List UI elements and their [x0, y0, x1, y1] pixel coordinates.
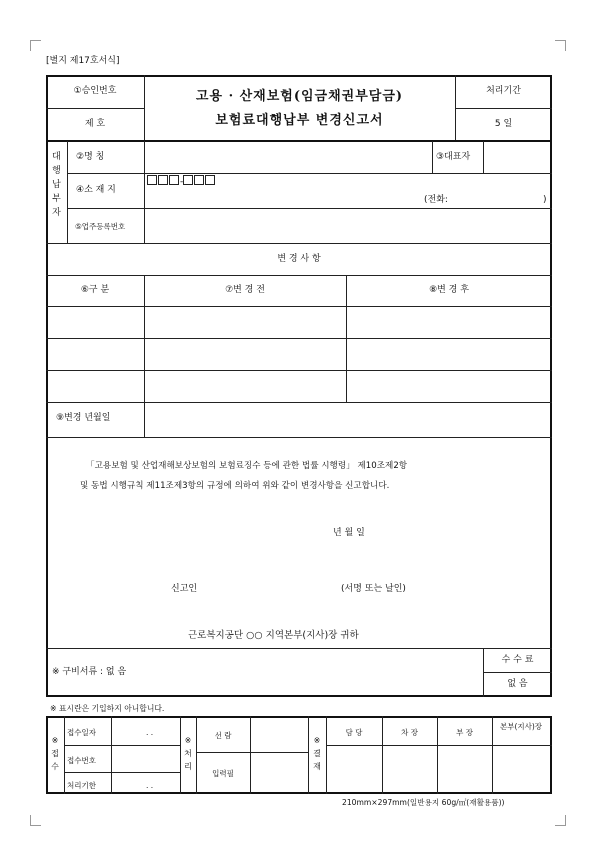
- clerk-label: 선 람: [214, 731, 232, 740]
- changes-section-title: 변 경 사 항: [277, 254, 321, 264]
- processing-deadline-label: 처리기한: [67, 781, 96, 790]
- paper-spec: 210mm×297mm(일반용지 60g/㎡(재활용품)): [342, 798, 505, 807]
- postal-code-boxes[interactable]: -: [147, 175, 216, 188]
- reception-date-dots[interactable]: . .: [146, 728, 154, 737]
- addressee: 근로복지공단 ○○ 지역본부(지사)장 귀하: [188, 630, 359, 641]
- declaration-date[interactable]: 년 월 일: [333, 528, 365, 538]
- declaration-line1: 「고용보험 및 산업재해보상보험의 보험료징수 등에 관한 법률 시행령」 제10조제2항: [86, 461, 408, 471]
- business-registration-label: ⑤업주등록번호: [75, 222, 126, 231]
- approval-number-label: ①승인번호: [73, 86, 117, 96]
- phone-close: ): [543, 195, 547, 205]
- col-after-header: ⑧변 경 후: [429, 285, 469, 295]
- office-use-note: ※ 표시란은 기입하지 아니합니다.: [50, 704, 165, 713]
- business-registration-field[interactable]: [145, 209, 550, 242]
- phone-label: (전화:: [424, 195, 448, 205]
- crop-mark-top-right: [555, 40, 566, 51]
- representative-label: ③대표자: [436, 152, 471, 162]
- crop-mark-bottom-right: [555, 815, 566, 826]
- col-before-header: ⑦변 경 전: [225, 285, 265, 295]
- approval-col-head: 본부(지사)장: [499, 722, 543, 731]
- processing-deadline-dots[interactable]: . .: [146, 781, 154, 790]
- input-done-label: 입력필: [212, 769, 234, 778]
- crop-mark-bottom-left: [30, 815, 41, 826]
- approval-side-label: ※ 결 재: [313, 736, 321, 771]
- change-date-field[interactable]: [145, 403, 550, 436]
- fee-value: 없 음: [507, 679, 528, 689]
- agent-name-field[interactable]: [145, 142, 431, 172]
- fee-label: 수 수 료: [501, 655, 534, 665]
- attachments-label: ※ 구비서류 : 없 음: [52, 667, 127, 677]
- signature-label: (서명 또는 날인): [341, 584, 406, 594]
- processing-side-label: ※ 처 리: [184, 736, 192, 771]
- form-label: [별지 제17호서식]: [46, 56, 120, 66]
- change-row[interactable]: [47, 371, 551, 401]
- crop-mark-top-left: [30, 40, 41, 51]
- processing-period-label: 처리기간: [486, 86, 521, 96]
- approval-col-staff: 담 당: [345, 728, 363, 737]
- reception-number-label: 접수번호: [67, 756, 96, 765]
- approval-col-manager: 부 장: [456, 728, 473, 737]
- change-row[interactable]: [47, 339, 551, 369]
- reception-date-label: 접수일자: [67, 728, 96, 737]
- approval-number-field[interactable]: 제 호: [84, 119, 106, 129]
- agent-name-label: ②명 칭: [76, 152, 105, 162]
- reporter-label: 신고인: [171, 584, 198, 594]
- col-category-header: ⑥구 분: [80, 285, 110, 295]
- reception-side-label: ※ 접 수: [51, 736, 59, 771]
- phone-field[interactable]: [460, 193, 540, 205]
- processing-period-value: 5 일: [494, 119, 513, 129]
- representative-field[interactable]: [484, 142, 550, 172]
- change-date-label: ⑨변경 년월일: [56, 413, 111, 423]
- approval-col-deputy: 차 장: [401, 728, 418, 737]
- address-label: ④소 재 지: [76, 185, 116, 195]
- form-title-line2: 보험료대행납부 변경신고서: [215, 113, 384, 128]
- agent-section-label: 대 행 납 부 자: [52, 152, 61, 218]
- change-row[interactable]: [47, 307, 551, 337]
- declaration-line2: 및 동법 시행규칙 제11조제3항의 규정에 의하여 위와 같이 변경사항을 신고합니다.: [80, 481, 390, 491]
- form-title-line1: 고용 · 산재보험(임금채권부담금): [195, 89, 404, 104]
